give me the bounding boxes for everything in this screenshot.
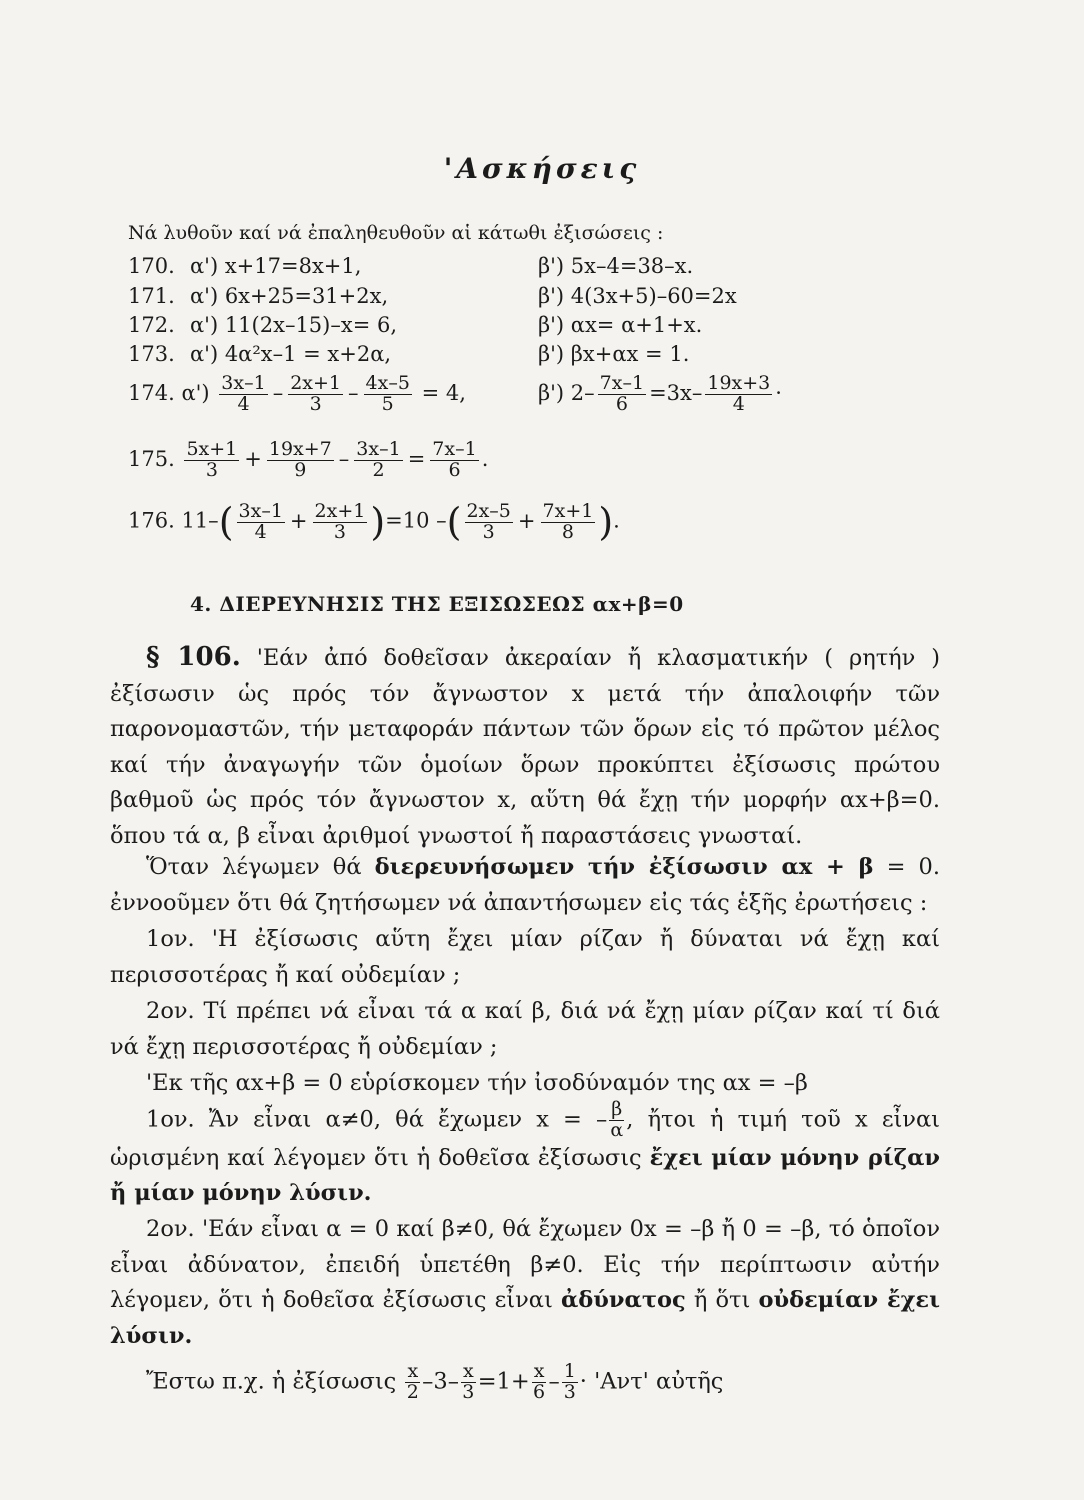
fraction: $\frac{4x-5}{5}$ [365, 372, 410, 415]
exercise-number: 176. [128, 508, 175, 533]
page-title: 'Ασκήσεις [443, 152, 641, 185]
text-pre: Ὅταν λέγωμεν θά [146, 854, 362, 880]
section-number: § 106. [146, 642, 241, 672]
section-heading: 4. ΔΙΕΡΕΥΝΗΣΙΣ ΤΗΣ ΕΞΙΣΩΣΕΩΣ αx+β=0 [190, 592, 684, 616]
exercise-number: 172. [128, 313, 175, 337]
exercise-number: 174. [128, 380, 175, 405]
mid-term: =10 – [385, 508, 447, 533]
fraction: $\frac{3x-1}{4}$ [221, 372, 266, 415]
exercise-part-a: α') 11(2x–15)–x= 6, [190, 313, 398, 337]
fraction: $\frac{\beta}{\alpha}$ [610, 1098, 624, 1141]
exercise-number: 175. [128, 446, 175, 471]
exercise-174: 174. α') $\frac{3x-1}{4}$ – $\frac{2x+1}{3}$ – $\frac{4x-5}{5}$ = 4, [128, 372, 466, 415]
text-post: , ἤτοι ἡ τιμή τοῦ x εἶναι ὡρισμένη καί λέγομεν ὅτι ἡ δοθεῖσα ἐξίσωσις [110, 1106, 940, 1171]
exercise-part-a: α') 4α²x–1 = x+2α, [190, 342, 392, 366]
fraction: $\frac{7x+1}{8}$ [542, 499, 594, 543]
fraction: $\frac{2x+1}{3}$ [290, 372, 342, 415]
fraction: $\frac{2x-5}{3}$ [466, 499, 511, 543]
bold-phrase: ἔχει μίαν μόνην ρίζαν ἤ μίαν μόνην λύσιν. [110, 1144, 940, 1207]
fraction: $\frac{1}{3}$ [563, 1360, 576, 1403]
exercise-part-a: α') 6x+25=31+2x, [190, 284, 389, 308]
example-equation: Ἔστω π.χ. ἡ ἐξίσωσις $\frac{x}{2}$ –3– $\frac{x}{3}$ =1+ $\frac{x}{6}$ – $\frac{1}{3}$ · 'Αντ' αὐτῆς [146, 1360, 724, 1403]
paragraph-text: 'Εάν ἀπό δοθεῖσαν ἀκεραίαν ἤ κλασματικήν ( ρητήν ) ἐξίσωσιν ὡς πρός τόν ἄγνωστον x μετά τήν ἀπαλοιφήν τῶν παρονομαστῶν, τήν μεταφοράν πάντων τῶν ὅρων εἰς τό πρῶτον μέλος καί τήν ἀναγωγήν τῶν ὁμοίων ὅρων προκύπτει ἐξίσωσις πρώτου βαθμοῦ ὡς πρός τόν ἄγνωστον x, αὕτη θά ἔχῃ τήν μορφήν αx+β=0. ὅπου τά α, β εἶναι ἀριθμοί γνωστοί ἤ παραστάσεις γνωσταί. [110, 645, 940, 849]
fraction: $\frac{7x-1}{6}$ [432, 438, 477, 481]
exercise-176: 176. 11–( $\frac{3x-1}{4}$ + $\frac{2x+1}{3}$ )=10 –( $\frac{2x-5}{3}$ + $\frac{7x+1}{8}$ ). [128, 499, 620, 544]
answer-2 [110, 1212, 940, 1354]
part-b-mid: =3x– [649, 380, 703, 405]
fraction: $\frac{x}{3}$ [462, 1360, 475, 1403]
text-pre: Ἔστω π.χ. ἡ ἐξίσωσις [146, 1368, 397, 1395]
exercises-intro: Νά λυθοῦν καί νά ἐπαληθευθοῦν αἱ κάτωθι ἐξισώσεις : [128, 222, 664, 244]
lead-term: 11– [181, 508, 219, 533]
exercise-part-b: β') βx+αx = 1. [538, 342, 690, 366]
exercise-number: 170. [128, 254, 175, 278]
question-text: 1ον. 'Η ἐξίσωσις αὕτη ἔχει μίαν ρίζαν ἤ δύναται νά ἔχῃ καί περισσοτέρας ἤ καί οὐδεμίαν ; [110, 926, 940, 988]
text-pre: 2ον. 'Εάν εἶναι α = 0 καί β≠0, θά ἔχωμεν 0x = –β ἤ 0 = –β, τό ὁποῖον εἶναι ἀδύνατον, ἐπειδή ὑπετέθη β≠0. Εἰς τήν περίπτωσιν αὐτήν λέγομεν, ὅτι ἡ δοθεῖσα ἐξίσωσις εἶναι [110, 1216, 940, 1313]
text-pre: 1ον. Ἄν εἶναι α≠0, θά ἔχωμεν x = – [146, 1106, 608, 1133]
bold-word: ἀδύνατος [560, 1287, 686, 1313]
fraction: $\frac{3x-1}{2}$ [356, 438, 401, 481]
exercise-part-b: β') αx= α+1+x. [538, 313, 703, 337]
bold-phrase: οὐδεμίαν ἔχει λύσιν. [110, 1287, 940, 1349]
part-b-label: β') 2– [538, 380, 595, 405]
fraction: $\frac{3x-1}{4}$ [238, 499, 283, 543]
part-a-rhs: = 4, [421, 380, 466, 405]
part-b-end: · [775, 380, 782, 405]
fraction: $\frac{5x+1}{3}$ [186, 438, 238, 481]
paragraph-text: 'Εκ τῆς αx+β = 0 εὑρίσκομεν τήν ἰσοδύναμόν της αx = –β [146, 1070, 808, 1096]
text-post: = 0. ἐννοοῦμεν ὅτι θά ζητήσωμεν νά ἀπαντήσωμεν εἰς τάς ἑξῆς ἐρωτήσεις : [110, 854, 940, 916]
exercise-number: 171. [128, 284, 175, 308]
fraction: $\frac{19x+3}{4}$ [707, 372, 771, 415]
exercise-175: 175. $\frac{5x+1}{3}$ + $\frac{19x+7}{9}$ – $\frac{3x-1}{2}$ = $\frac{7x-1}{6}$ . [128, 438, 489, 481]
paragraph-106 [110, 640, 940, 854]
fraction: $\frac{x}{2}$ [406, 1360, 419, 1403]
question-text: 2ον. Τί πρέπει νά εἶναι τά α καί β, διά νά ἔχῃ μίαν ρίζαν καί τί διά νά ἔχῃ περισσοτέρας ἤ οὐδεμίαν ; [110, 998, 940, 1060]
exercise-part-a: α') x+17=8x+1, [190, 254, 362, 278]
exercise-174-b [538, 374, 782, 415]
exercise-number: 173. [128, 342, 175, 366]
answer-1 [110, 1100, 940, 1212]
exercise-part-b: β') 5x–4=38–x. [538, 254, 694, 278]
fraction: $\frac{x}{6}$ [533, 1360, 546, 1403]
fraction: $\frac{2x+1}{3}$ [314, 499, 366, 543]
bold-phrase: διερευνήσωμεν τήν ἐξίσωσιν αx + β [374, 854, 874, 880]
exercise-part-b: β') 4(3x+5)–60=2x [538, 284, 737, 308]
text-mid: ἤ ὅτι [685, 1287, 751, 1313]
fraction: $\frac{19x+7}{9}$ [268, 438, 332, 481]
question-2 [110, 994, 940, 1065]
paragraph-equivalent [110, 1066, 940, 1102]
paragraph-definition [110, 850, 940, 921]
question-1 [110, 922, 940, 993]
text-post: · 'Αντ' αὐτῆς [579, 1368, 724, 1395]
part-a-label: α') [181, 380, 210, 405]
fraction: $\frac{7x-1}{6}$ [599, 372, 645, 415]
